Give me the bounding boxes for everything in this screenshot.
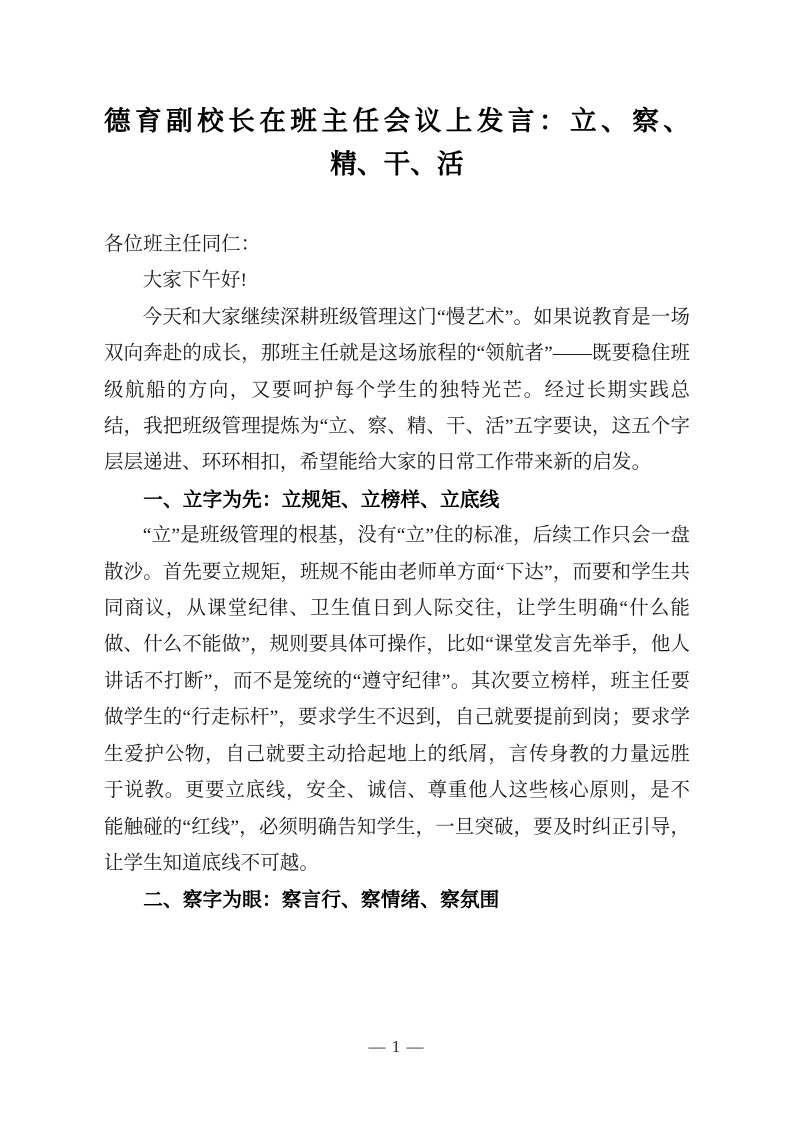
greeting: 大家下午好! (142, 270, 248, 292)
page-number-footer: — 1 — (368, 1037, 425, 1056)
document-body (104, 227, 690, 919)
document-content (104, 100, 690, 919)
page-title (104, 100, 690, 186)
salutation: 各位班主任同仁： (104, 234, 261, 255)
page-title-line-2: 精、干、活 (330, 149, 464, 179)
section-heading-1: 一、立字为先：立规矩、立榜样、立底线 (143, 488, 500, 511)
intro-paragraph: 今天和大家继续深耕班级管理这门“慢艺术”。如果说教育是一场双向奔赴的成长，那班主任就是这场旅程的“领航者”——既要稳住班级航船的方向，又要呵护每个学生的独特光芒。经过长期实践总结，我把班级管理提炼为“立、察、精、干、活”五字要诀，这五个字层层递进、环环相扣，希望能给大家的日常工作带来新的启发。 (104, 306, 690, 474)
section-heading-2: 二、察字为眼：察言行、察情绪、察氛围 (143, 889, 500, 912)
section-body-1: “立”是班级管理的根基，没有“立”住的标准，后续工作只会一盘散沙。首先要立规矩，班规不能由老师单方面“下达”，而要和学生共同商议，从课堂纪律、卫生值日到人际交往，让学生明确“什么能做、什么不能做”，规则要具体可操作，比如“课堂发言先举手，他人讲话不打断”，而不是笼统的“遵守纪律”。其次要立榜样，班主任要做学生的“行走标杆”，要求学生不迟到，自己就要提前到岗；要求学生爱护公物，自己就要主动拾起地上的纸屑，言传身教的力量远胜于说教。更要立底线，安全、诚信、尊重他人这些核心原则，是不能触碰的“红线”，必须明确告知学生，一旦突破，要及时纠正引导，让学生知道底线不可越。 (104, 525, 690, 874)
page-title-line-1: 德育副校长在班主任会议上发言：立、察、 (104, 106, 690, 136)
